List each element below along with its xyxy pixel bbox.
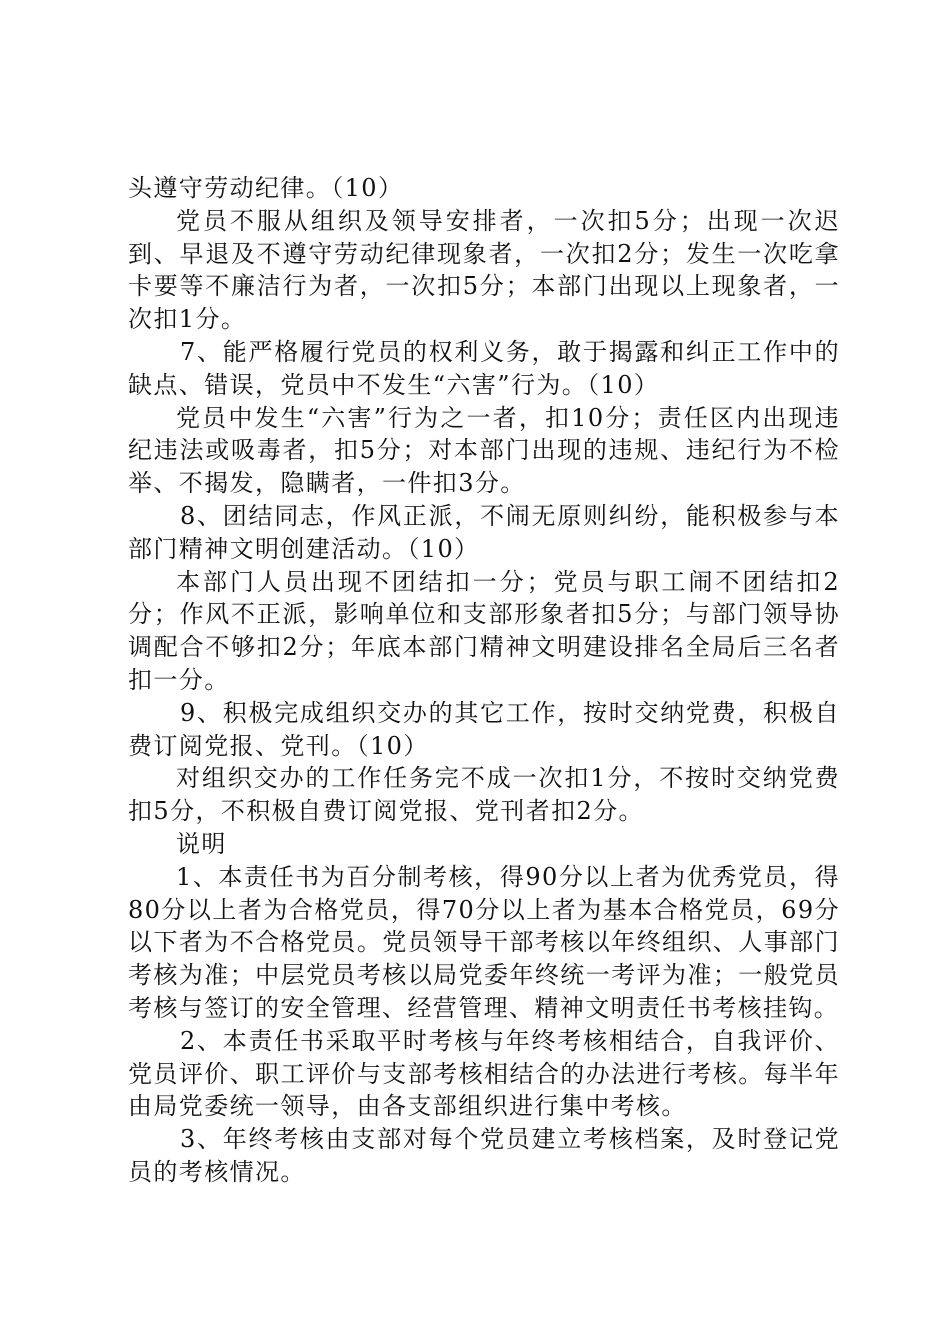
paragraph-continuation: 头遵守劳动纪律。（10） — [128, 174, 404, 202]
document-body — [128, 172, 840, 1189]
paragraph-item-7: 7、能严格履行党员的权利义务，敢于揭露和纠正工作中的缺点、错误，党员中不发生“六害”行为。（10） — [128, 337, 840, 399]
paragraph-deduction-8: 本部门人员出现不团结扣一分；党员与职工闹不团结扣2分；作风不正派，影响单位和支部形象者扣5分；与部门领导协调配合不够扣2分；年底本部门精神文明建设排名全局后三名者扣一分。 — [128, 567, 840, 694]
paragraph-explanation-1: 1、本责任书为百分制考核，得90分以上者为优秀党员，得80分以上者为合格党员，得70分以上者为基本合格党员，69分以下者为不合格党员。党员领导干部考核以年终组织、人事部门考核为准；中层党员考核以局党委年终统一考评为准；一般党员考核与签订的安全管理、经营管理、精神文明责任书考核挂钩。 — [128, 862, 840, 1022]
paragraph-deduction-7: 党员中发生“六害”行为之一者，扣10分；责任区内出现违纪违法或吸毒者，扣5分；对本部门出现的违规、违纪行为不检举、不揭发，隐瞒者，一件扣3分。 — [128, 403, 840, 498]
paragraph-explanation-3: 3、年终考核由支部对每个党员建立考核档案，及时登记党员的考核情况。 — [128, 1125, 840, 1186]
paragraph-item-8: 8、团结同志，作风正派，不闹无原则纠纷，能积极参与本部门精神文明创建活动。（10） — [128, 501, 840, 563]
paragraph-explanation-2: 2、本责任书采取平时考核与年终考核相结合，自我评价、党员评价、职工评价与支部考核相结合的办法进行考核。每半年由局党委统一领导，由各支部组织进行集中考核。 — [128, 1026, 840, 1121]
paragraph-deduction-9: 对组织交办的工作任务完不成一次扣1分，不按时交纳党费扣5分，不积极自费订阅党报、党刊者扣2分。 — [128, 764, 840, 826]
section-heading-explanation: 说明 — [176, 829, 227, 858]
paragraph-item-9: 9、积极完成组织交办的其它工作，按时交纳党费，积极自费订阅党报、党刊。（10） — [128, 698, 840, 760]
paragraph-deduction-6: 党员不服从组织及领导安排者，一次扣5分；出现一次迟到、早退及不遵守劳动纪律现象者，一次扣2分；发生一次吃拿卡要等不廉洁行为者，一次扣5分；本部门出现以上现象者，一次扣1分。 — [128, 206, 840, 334]
